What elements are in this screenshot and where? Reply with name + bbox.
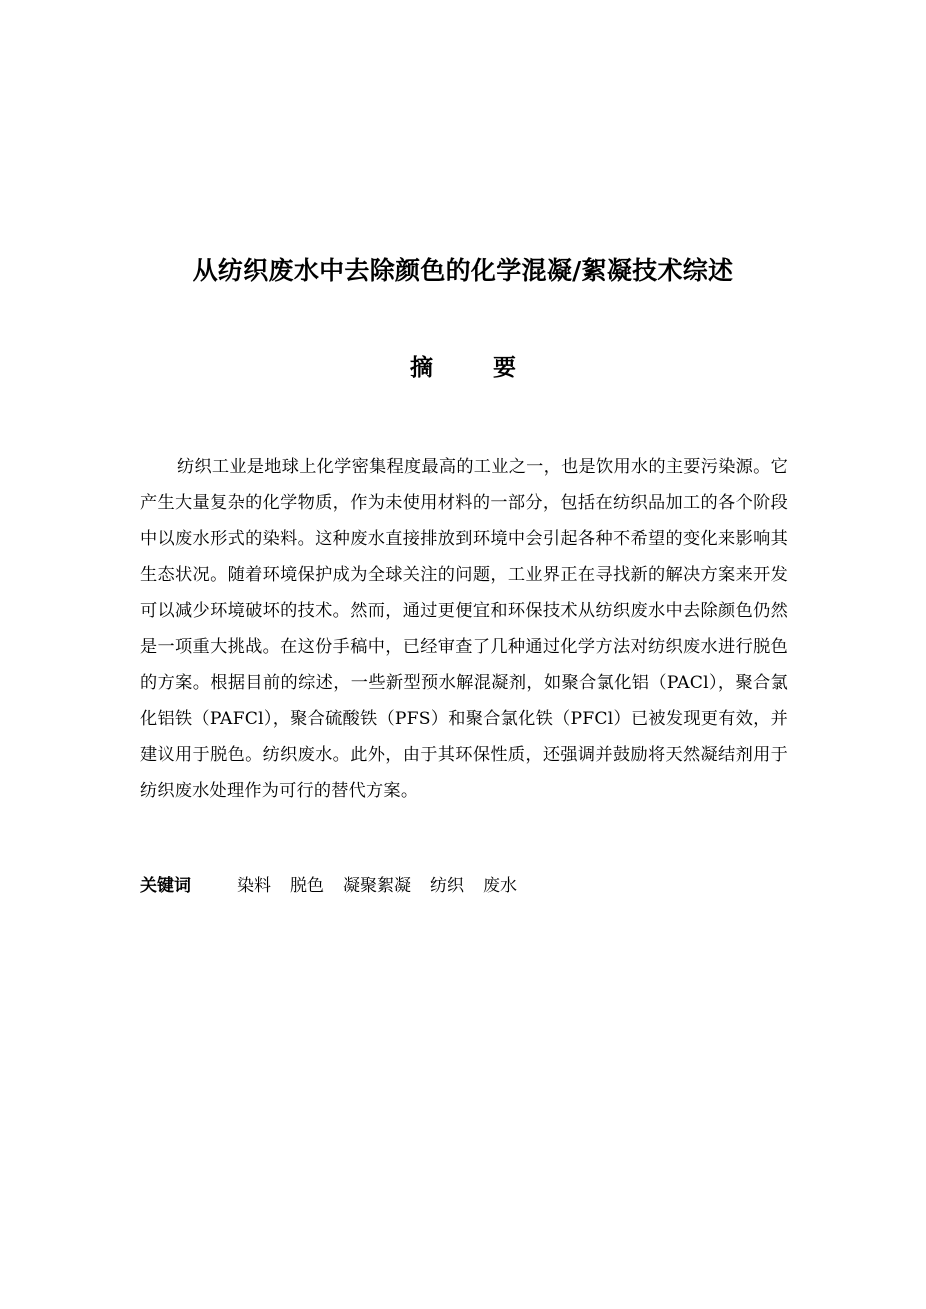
keyword-item: 纺织	[430, 876, 464, 896]
keyword-item: 凝聚絮凝	[343, 876, 411, 896]
keyword-item: 脱色	[290, 876, 324, 896]
keywords-label: 关键词	[140, 876, 191, 896]
keyword-item: 染料	[237, 876, 271, 896]
abstract-heading: 摘 要	[409, 355, 542, 381]
keyword-item: 废水	[483, 876, 517, 896]
keywords-row	[140, 868, 536, 904]
abstract-body: 纺织工业是地球上化学密集程度最高的工业之一，也是饮用水的主要污染源。它产生大量复杂的化学物质，作为未使用材料的一部分，包括在纺织品加工的各个阶段中以废水形式的染料。这种废水直接排放到环境中会引起各种不希望的变化来影响其生态状况。随着环境保护成为全球关注的问题，工业界正在寻找新的解决方案来开发可以减少环境破坏的技术。然而，通过更便宜和环保技术从纺织废水中去除颜色仍然是一项重大挑战。在这份手稿中，已经审查了几种通过化学方法对纺织废水进行脱色的方案。根据目前的综述，一些新型预水解混凝剂，如聚合氯化铝（PACl），聚合氯化铝铁（PAFCl），聚合硫酸铁（PFS）和聚合氯化铁（PFCl）已被发现更有效，并建议用于脱色。纺织废水。此外，由于其环保性质，还强调并鼓励将天然凝结剂用于纺织废水处理作为可行的替代方案。	[140, 457, 788, 801]
document-title: 从纺织废水中去除颜色的化学混凝/絮凝技术综述	[192, 256, 734, 285]
